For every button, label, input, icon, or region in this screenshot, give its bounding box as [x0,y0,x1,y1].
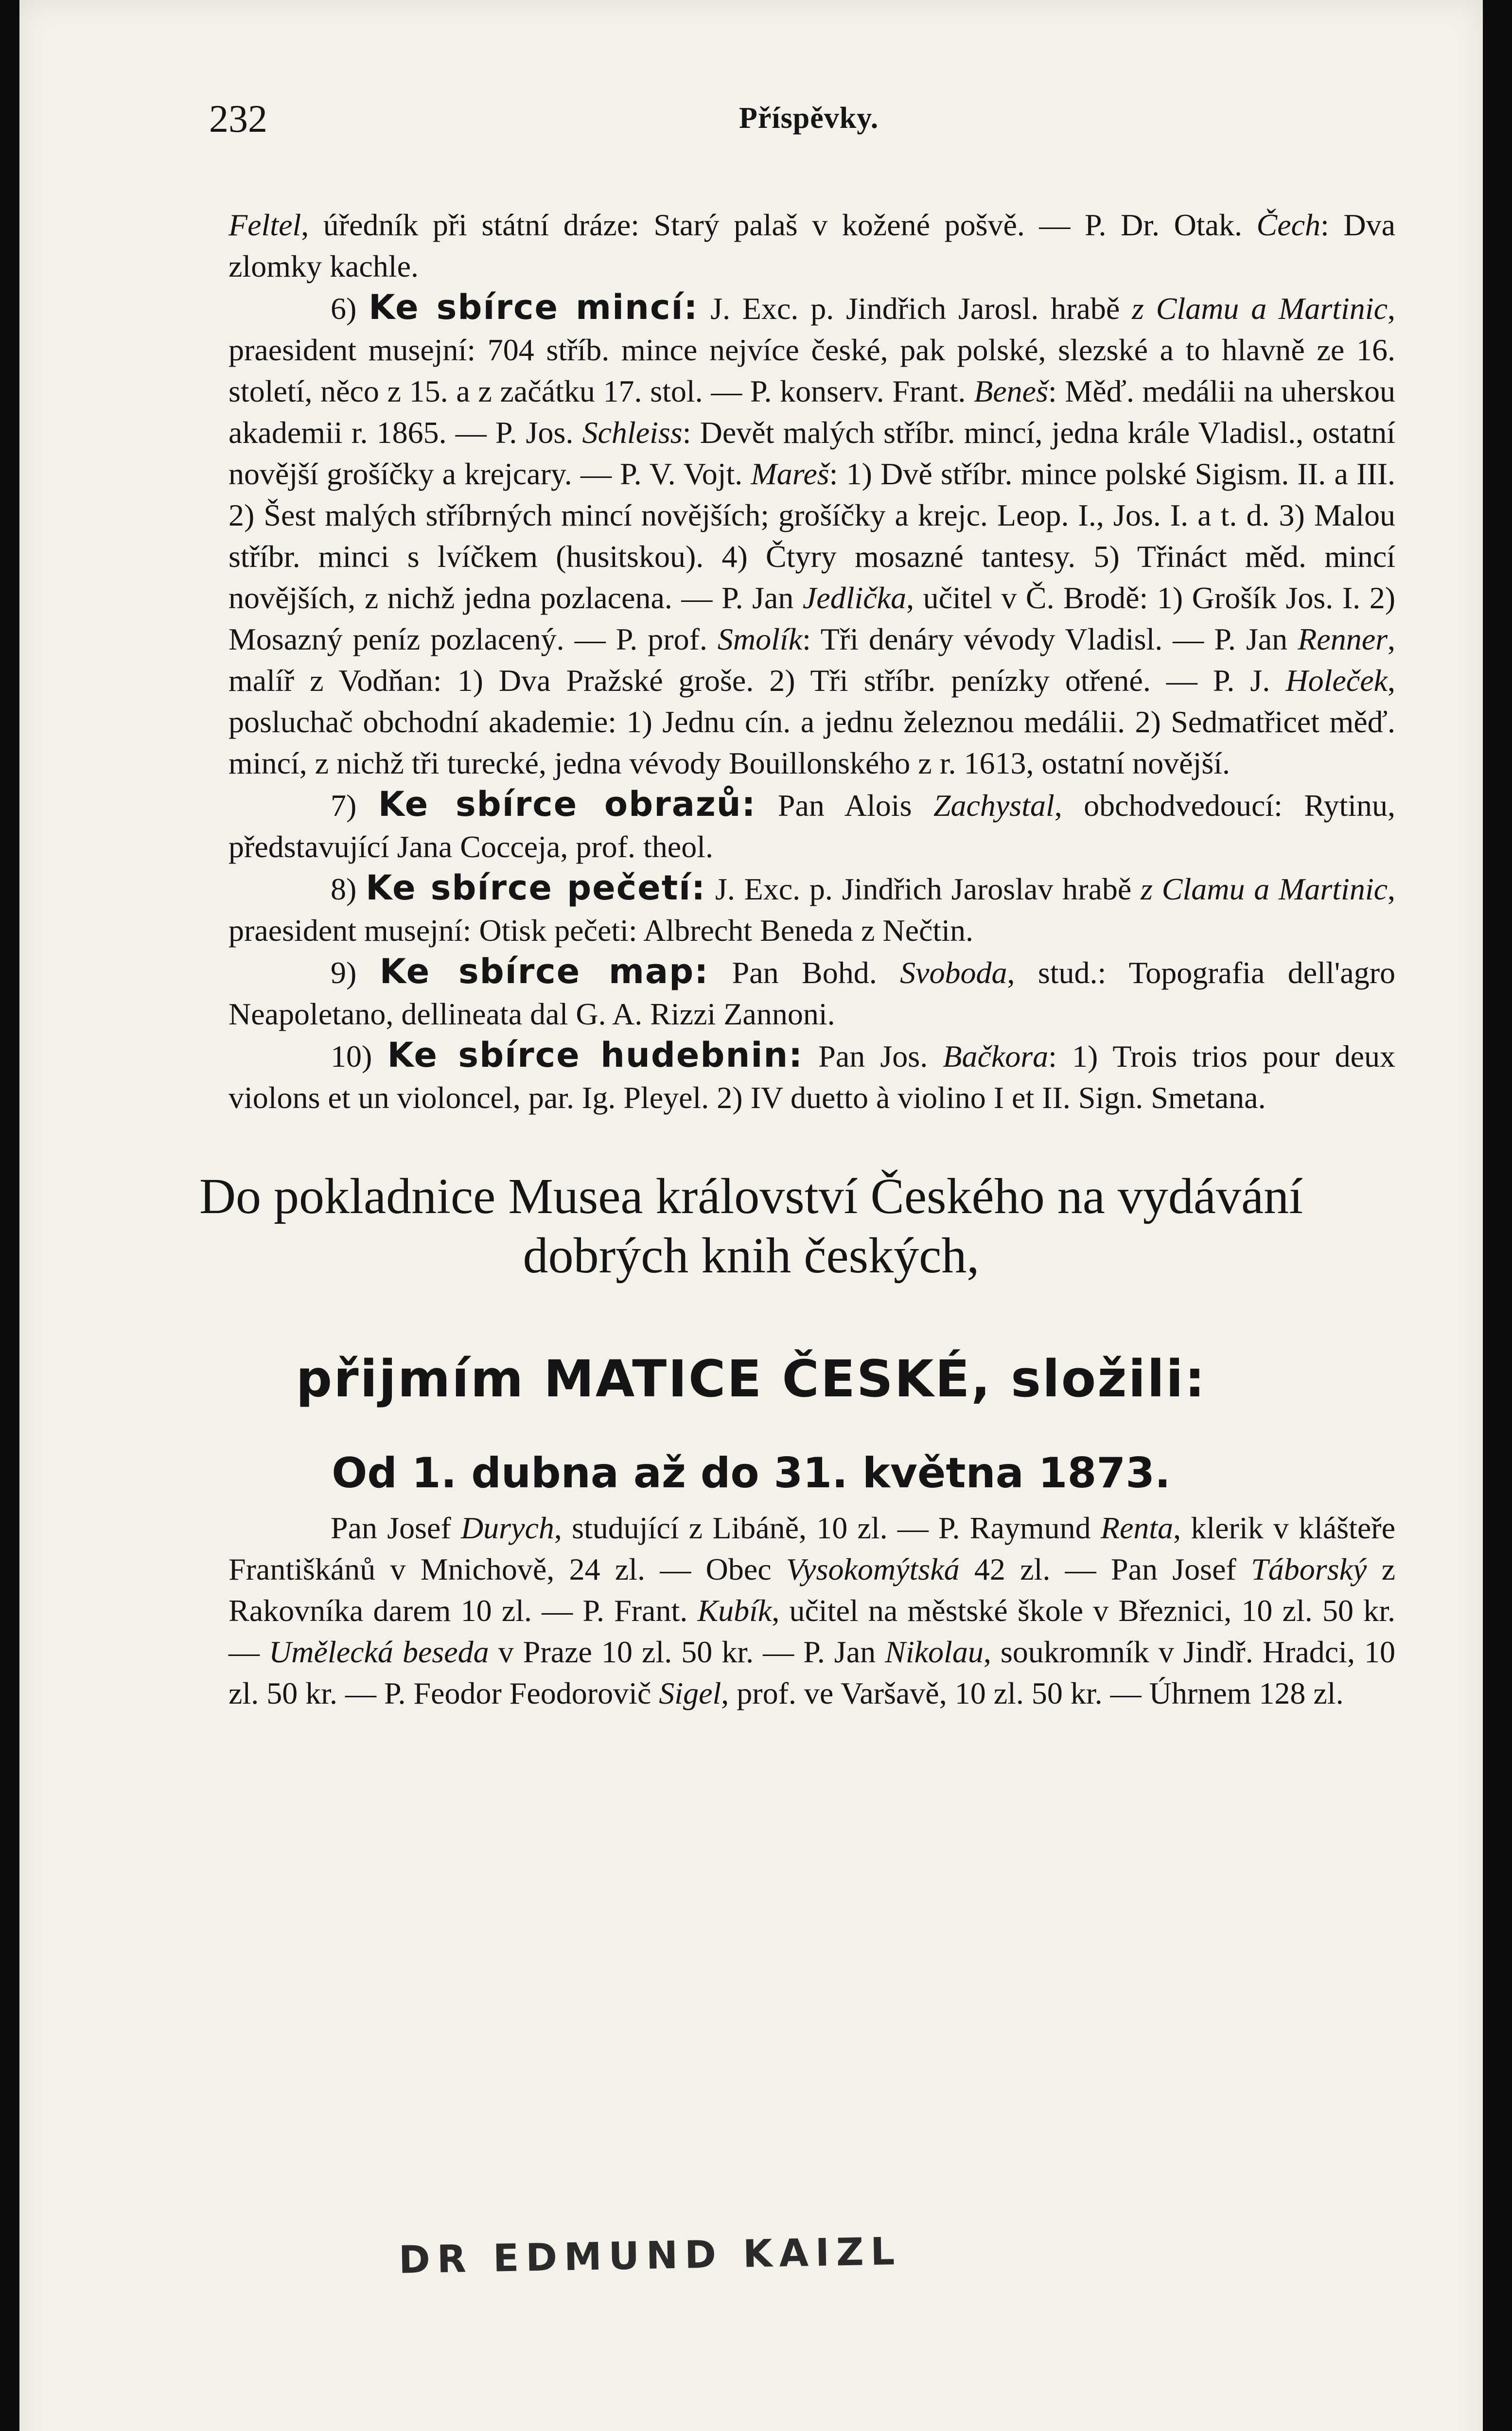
donor-name: Holeček [1285,663,1388,698]
paragraph-music [229,1035,1395,1118]
running-head: Příspěvky. [739,102,879,135]
section-title-line-1: Do pokladnice Musea království Českého na vydávání [199,1168,1303,1224]
text-run: z Rakovníka darem 10 zl. — P. Frant. [229,1552,1396,1628]
text-run: : Měď. medálii na uherskou akademii r. 1865. — P. Jos. [229,374,1396,450]
donor-name: Umělecká beseda [269,1635,489,1669]
donor-name: Sigel [659,1676,721,1710]
text-run: v Praze 10 zl. 50 kr. — P. Jan [489,1635,885,1669]
text-run: Pan Alois [756,788,933,823]
text-run: , studující z Libáně, 10 zl. — P. Raymund [554,1511,1101,1545]
donor-name: Táborský [1251,1552,1367,1586]
item-number: 6) [331,291,369,326]
page-header [19,97,1483,151]
donor-name: Jedlička [802,581,907,615]
paragraph-maps [229,951,1395,1035]
item-number: 10) [331,1039,387,1074]
donor-name: Smolík [717,622,803,656]
donor-name: Bačkora [943,1039,1049,1074]
section-main-title: přijmím MATICE ČESKÉ, složili: [296,1349,1207,1409]
text-run: , stud.: Topografia dell'agro Neapoletano, dellineata dal G. A. Rizzi Zannoni. [229,955,1396,1031]
section-heading-seals: Ke sbírce pečetí: [366,868,706,908]
text-run: Pan Josef [331,1511,461,1545]
donor-name: z Clamu a Martinic [1132,291,1388,326]
donor-name: Schleiss [582,415,683,450]
page-number: 232 [209,98,267,141]
donor-name: Kubík [697,1593,772,1628]
donor-name: z Clamu a Martinic [1141,872,1388,906]
text-run: , soukromník v Jindř. Hradci, 10 zl. 50 kr. — P. Feodor Feodorovič [229,1635,1396,1710]
paragraph-seals [229,867,1395,951]
section-title [19,1167,1483,1286]
text-run: Pan Jos. [803,1039,943,1074]
donor-name: Nikolau [885,1635,984,1669]
donations-list [229,204,1395,1118]
text-run: : Tři denáry vévody Vladisl. — P. Jan [802,622,1298,656]
text-run: : 1) Dvě stříbr. mince polské Sigism. II. a III. 2) Šest malých stříbrných mincí novějších; grošíčky a krejc. Leop. I., Jos. I. a t. d. 3) Malou stříbr. minci s lvíčkem (husitskou). 4) Čtyry mosazné tantesy. 5) Třináct měd. mincí novějších, z nichž jedna pozlacena. — P. Jan [229,457,1396,615]
text-run: , obchodvedoucí: Rytinu, představující Jana Cocceja, prof. theol. [229,788,1396,864]
text-run: , úředník při státní dráze: Starý palaš v kožené pošvě. — P. Dr. Otak. [301,208,1257,242]
text-run: , prof. ve Varšavě, 10 zl. 50 kr. — Úhrnem 128 zl. [721,1676,1344,1710]
donor-name: Svoboda [900,955,1007,990]
text-run: Pan Bohd. [709,955,900,990]
text-run: 42 zl. — Pan Josef [959,1552,1251,1586]
item-number: 9) [331,955,380,990]
text-run: , praesident musejní: Otisk pečeti: Albrecht Beneda z Nečtin. [229,872,1396,948]
ownership-stamp: DR EDMUND KAIZL [398,2229,902,2283]
text-run: , praesident musejní: 704 stříb. mince nejvíce české, pak polské, slezské a to hlavně ze 16. století, něco z 15. a z začátku 17. stol. — P. konserv. Frant. [229,291,1395,408]
section-heading-music: Ke sbírce hudebnin: [387,1035,804,1075]
donor-name: Renner [1298,622,1388,656]
paragraph-contributors [229,1507,1395,1714]
paragraph-feltel [229,204,1395,287]
page [19,0,1483,2431]
donor-name: Vysokomýtská [786,1552,960,1586]
text-run: , učitel v Č. Brodě: 1) Grošík Jos. I. 2) Mosazný peníz pozlacený. — P. prof. [229,581,1396,656]
section-heading-paintings: Ke sbírce obrazů: [378,784,756,824]
contributions-list [229,1507,1395,1714]
donor-name: Feltel [229,208,301,242]
text-run: : 1) Trois trios pour deux violons et un violoncel, par. Ig. Pleyel. 2) IV duetto à violino I et II. Sign. Smetana. [229,1039,1396,1115]
item-number: 8) [331,872,366,906]
donor-name: Durych [460,1511,554,1545]
donor-name: Zachystal [933,788,1055,823]
donor-name: Mareš [751,457,829,491]
text-run: : Devět malých stříbr. mincí, jedna krále Vladisl., ostatní novější grošíčky a krejcary. — P. V. Vojt. [229,415,1396,491]
text-run: : Dva zlomky kachle. [229,208,1396,283]
paragraph-paintings [229,784,1395,867]
date-range-heading: Od 1. dubna až do 31. května 1873. [332,1449,1171,1497]
text-run: J. Exc. p. Jindřich Jaroslav hrabě [706,872,1141,906]
paragraph-coins [229,287,1395,784]
text-run: , malíř z Vodňan: 1) Dva Pražské groše. 2) Tři stříbr. penízky otřené. — P. J. [229,622,1396,698]
text-run: , klerik v klášteře Františkánů v Mnichově, 24 zl. — Obec [229,1511,1396,1586]
donor-name: Beneš [974,374,1048,408]
section-heading-coins: Ke sbírce mincí: [369,287,699,327]
text-run: , učitel na městské škole v Březnici, 10 zl. 50 kr. — [229,1593,1396,1669]
text-run: , posluchač obchodní akademie: 1) Jednu cín. a jednu železnou medálii. 2) Sedmatřicet měď. mincí, z nichž tři turecké, jedna vévody Bouillonského z r. 1613, ostatní novější. [229,663,1395,780]
text-run: J. Exc. p. Jindřich Jarosl. hrabě [698,291,1132,326]
item-number: 7) [331,788,378,823]
donor-name: Čech [1256,208,1321,242]
donor-name: Renta [1100,1511,1174,1545]
section-title-line-2: dobrých knih českých, [523,1228,980,1284]
section-heading-maps: Ke sbírce map: [379,951,709,991]
